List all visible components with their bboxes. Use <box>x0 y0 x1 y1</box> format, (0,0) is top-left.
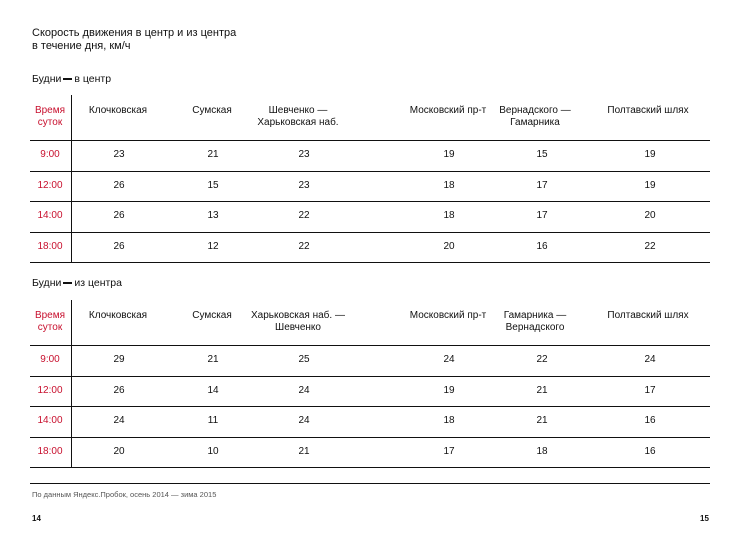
time-cell: 12:00 <box>37 179 63 191</box>
column-header-line: Шевченко — <box>268 105 328 116</box>
speed-cell: 21 <box>536 415 548 426</box>
speed-cell: 17 <box>644 384 656 396</box>
speed-cell: 24 <box>298 384 310 396</box>
time-cell: 9:00 <box>40 149 60 160</box>
speed-cell: 15 <box>536 149 548 160</box>
speed-cell: 20 <box>443 240 455 252</box>
speed-cell: 17 <box>536 210 548 221</box>
row-divider <box>30 406 710 407</box>
column-header-line: Гамарника <box>510 117 560 128</box>
section-label <box>32 73 111 85</box>
table-bottom-rule <box>30 467 710 468</box>
row-divider <box>30 232 710 233</box>
page-number-left: 14 <box>32 514 41 523</box>
speed-cell: 22 <box>644 240 656 252</box>
speed-cell: 26 <box>113 179 125 191</box>
column-header-line: Сумская <box>192 105 232 116</box>
speed-cell: 25 <box>298 354 310 365</box>
section-label-direction: из центра <box>74 277 122 289</box>
speed-cell: 26 <box>113 384 125 396</box>
row-divider <box>30 171 710 172</box>
page-title <box>32 27 236 53</box>
time-cell: 14:00 <box>37 210 63 221</box>
time-header-line: суток <box>37 322 63 333</box>
column-header-line: Московский пр-т <box>409 310 487 321</box>
table-row <box>30 345 710 375</box>
speed-cell: 24 <box>443 354 455 365</box>
speed-cell: 15 <box>207 179 219 191</box>
speed-cell: 20 <box>644 210 656 221</box>
column-header-line: Вернадского — <box>499 105 571 116</box>
table-row <box>30 140 710 170</box>
dash-mark <box>63 282 72 284</box>
speed-cell: 16 <box>644 415 656 426</box>
page-number-right: 15 <box>700 514 709 523</box>
time-header-line: Время <box>34 105 66 116</box>
speed-cell: 21 <box>207 149 219 160</box>
speed-cell: 24 <box>113 415 125 426</box>
table-bottom-rule <box>30 262 710 263</box>
time-header-line: суток <box>37 117 63 128</box>
time-cell: 12:00 <box>37 384 63 396</box>
speed-cell: 19 <box>644 179 656 191</box>
speed-cell: 29 <box>113 354 125 365</box>
column-header <box>238 310 358 334</box>
row-divider <box>30 345 710 346</box>
column-header-line: Клочковская <box>88 105 148 116</box>
column-header-line: Харьковская наб. — <box>251 310 345 321</box>
speed-cell: 17 <box>536 179 548 191</box>
speed-cell: 24 <box>298 415 310 426</box>
column-header-line: Харьковская наб. <box>257 117 339 128</box>
speed-cell: 24 <box>644 354 656 365</box>
speed-cell: 17 <box>443 445 455 457</box>
column-header-line: Полтавский шлях <box>607 310 689 321</box>
speed-cell: 11 <box>207 415 219 426</box>
speed-cell: 19 <box>644 149 656 160</box>
speed-cell: 23 <box>298 179 310 191</box>
table-row <box>30 201 710 231</box>
speed-cell: 26 <box>113 210 125 221</box>
dash-mark <box>63 78 72 80</box>
speed-cell: 16 <box>536 240 548 252</box>
speed-cell: 12 <box>207 240 219 252</box>
row-divider <box>30 140 710 141</box>
row-divider <box>30 376 710 377</box>
speed-cell: 18 <box>536 445 548 457</box>
speed-cell: 22 <box>298 210 310 221</box>
speed-cell: 20 <box>113 445 125 457</box>
speed-cell: 13 <box>207 210 219 221</box>
table-row <box>30 406 710 436</box>
speed-cell: 16 <box>644 445 656 457</box>
table-row <box>30 232 710 262</box>
column-header-line: Московский пр-т <box>409 105 487 116</box>
column-header <box>238 105 358 129</box>
time-cell: 18:00 <box>37 240 63 252</box>
time-cell: 18:00 <box>37 445 63 457</box>
speed-cell: 19 <box>443 384 455 396</box>
row-divider <box>30 437 710 438</box>
column-header <box>588 105 708 117</box>
column-header-line: Шевченко <box>275 322 321 333</box>
speed-cell: 23 <box>113 149 125 160</box>
column-header-line: Гамарника — <box>503 310 567 321</box>
column-header-line: Вернадского <box>505 322 565 333</box>
column-header <box>588 310 708 322</box>
speed-cell: 18 <box>443 179 455 191</box>
time-cell: 14:00 <box>37 415 63 426</box>
time-cell: 9:00 <box>40 354 60 365</box>
column-header-line: Клочковская <box>88 310 148 321</box>
section-label-direction: в центр <box>74 73 112 85</box>
speed-cell: 18 <box>443 210 455 221</box>
speed-cell: 21 <box>207 354 219 365</box>
footer-divider <box>30 483 710 484</box>
speed-cell: 22 <box>536 354 548 365</box>
speed-cell: 18 <box>443 415 455 426</box>
speed-cell: 14 <box>207 384 219 396</box>
section-label <box>32 277 122 289</box>
table-row <box>30 376 710 406</box>
source-note: По данным Яндекс.Пробок, осень 2014 — зима 2015 <box>32 490 217 499</box>
column-header <box>475 310 595 334</box>
time-header-line: Время <box>34 310 66 321</box>
speed-cell: 10 <box>207 445 219 457</box>
table-row <box>30 437 710 467</box>
speed-cell: 22 <box>298 240 310 252</box>
speed-cell: 21 <box>298 445 310 457</box>
section-label-day: Будни <box>32 73 62 85</box>
speed-cell: 19 <box>443 149 455 160</box>
column-header-line: Полтавский шлях <box>607 105 689 116</box>
row-divider <box>30 201 710 202</box>
column-header-line: Сумская <box>192 310 232 321</box>
section-label-day: Будни <box>32 277 62 289</box>
speed-cell: 23 <box>298 149 310 160</box>
speed-cell: 21 <box>536 384 548 396</box>
title-line-2: в течение дня, км/ч <box>32 40 131 52</box>
table-row <box>30 171 710 201</box>
column-header <box>475 105 595 129</box>
speed-cell: 26 <box>113 240 125 252</box>
title-line-1: Скорость движения в центр и из центра <box>32 27 237 39</box>
